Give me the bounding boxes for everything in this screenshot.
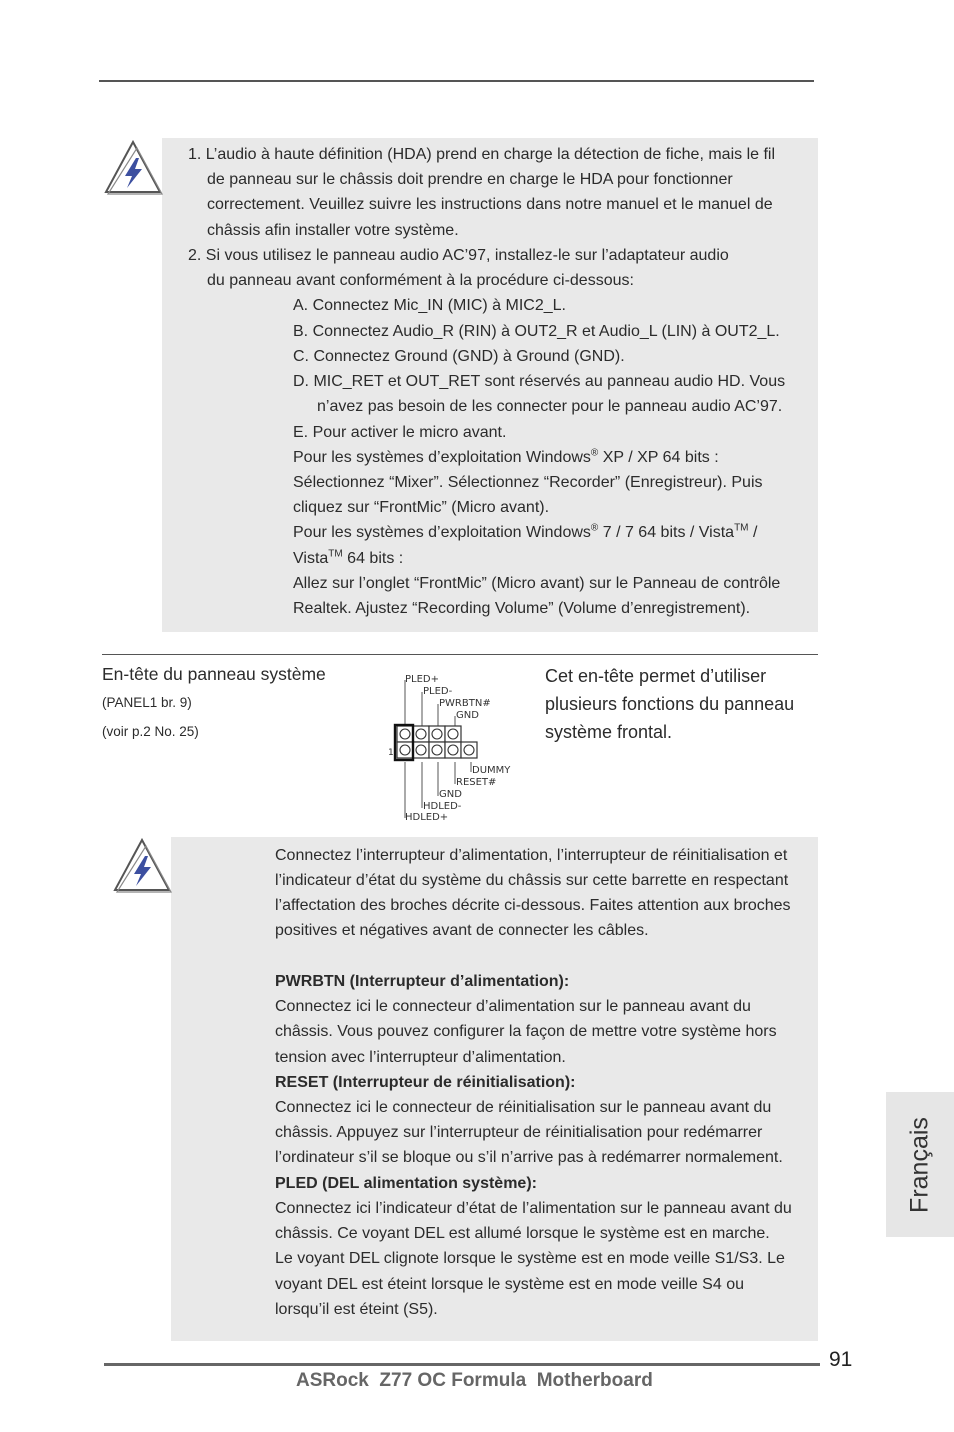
top-rule [99,80,814,82]
panel-pin-diagram [385,668,525,824]
language-tab-label: Français [905,1116,934,1213]
page-number: 91 [829,1348,853,1371]
pin-label-dummy: DUMMY [472,765,511,776]
pin-one-marker: 1 [388,748,394,758]
panel-header-description: Cet en-tête permet d’utiliser [545,666,767,686]
audio-realtek-line: Allez sur l’onglet “FrontMic” (Micro avant) sur le Panneau de contrôle [293,575,781,592]
connect-note-line: l’affectation des broches décrite ci-dessous. Faites attention aux broches [275,897,791,914]
audio-step-e: E. Pour activer le micro avant. [293,424,507,441]
reset-text: l’ordinateur s’il se bloque ou s’il n’arrive pas à redémarrer normalement. [275,1149,783,1166]
reset-text: Connectez ici le connecteur de réinitialisation sur le panneau avant du [275,1099,772,1116]
audio-note-line: châssis afin installer votre système. [207,222,459,239]
audio-xp-line: Sélectionnez “Mixer”. Sélectionnez “Recorder” (Enregistreur). Puis [293,474,763,491]
audio-step-d: D. MIC_RET et OUT_RET sont réservés au panneau audio HD. Vous [293,373,786,390]
panel-header-description: système frontal. [545,722,673,742]
panel-header-pin-count: (PANEL1 br. 9) [102,695,192,710]
pwrbtn-text: tension avec l’interrupteur d’alimentation. [275,1049,566,1066]
audio-note-line: du panneau avant conformément à la procédure ci-dessous: [207,272,634,289]
pin-label-gnd: GND [439,789,462,800]
pled-text: voyant DEL est éteint lorsque le système est en mode veille S4 ou [275,1276,744,1293]
pled-text: Connectez ici l’indicateur d’état de l’alimentation sur le panneau avant du [275,1200,792,1217]
audio-note-line: correctement. Veuillez suivre les instructions dans notre manuel et le manuel de [207,196,773,213]
panel-header-description: plusieurs fonctions du panneau [545,694,795,714]
connect-note-line: Connectez l’interrupteur d’alimentation, l’interrupteur de réinitialisation et [275,847,788,864]
audio-note-line: 1. L’audio à haute définition (HDA) prend en charge la détection de fiche, mais le fil [188,146,776,163]
warning-icon [111,836,173,894]
pwrbtn-text: châssis. Vous pouvez configurer la façon de mettre votre système hors [275,1023,777,1040]
panel-header-title: En-tête du panneau système [102,664,326,684]
audio-xp-line: Pour les systèmes d’exploitation Windows® XP / XP 64 bits : [293,447,719,466]
footer-rule [104,1363,820,1366]
reset-text: châssis. Appuyez sur l’interrupteur de réinitialisation pour redémarrer [275,1124,763,1141]
pin-label-pwrbtn: PWRBTN# [439,698,491,709]
audio-xp-line: cliquez sur “FrontMic” (Micro avant). [293,499,550,516]
connect-note-line: l’indicateur d’état du système du châssis sur cette barrette en respectant [275,872,789,889]
audio-step-c: C. Connectez Ground (GND) à Ground (GND). [293,348,625,365]
pin-label-hdled-plus: HDLED+ [405,812,449,823]
reset-heading: RESET (Interrupteur de réinitialisation): [275,1074,576,1091]
pwrbtn-heading: PWRBTN (Interrupteur d’alimentation): [275,973,570,990]
pin-label-pled-plus: PLED+ [405,674,439,685]
audio-step-d: n’avez pas besoin de les connecter pour le panneau audio AC’97. [317,398,783,415]
audio-step-a: A. Connectez Mic_IN (MIC) à MIC2_L. [293,297,566,314]
pin-label-pled-minus: PLED- [423,686,453,697]
language-tab [886,1092,954,1237]
audio-win7-line: Pour les systèmes d’exploitation Windows® 7 / 7 64 bits / Vista™ / [293,522,758,541]
audio-step-b: B. Connectez Audio_R (RIN) à OUT2_R et Audio_L (LIN) à OUT2_L. [293,323,780,340]
audio-note-line: de panneau sur le châssis doit prendre en charge le HDA pour fonctionner [207,171,733,188]
panel-header-reference: (voir p.2 No. 25) [102,724,199,739]
pin-label-gnd: GND [456,710,479,721]
pled-text: Le voyant DEL clignote lorsque le système est en mode veille S1/S3. Le [275,1250,785,1267]
warning-icon [102,138,164,196]
pled-text: lorsqu’il est éteint (S5). [275,1301,438,1318]
pwrbtn-text: Connectez ici le connecteur d’alimentation sur le panneau avant du [275,998,751,1015]
footer-title: ASRock Z77 OC Formula Motherboard [296,1370,653,1391]
audio-note-line: 2. Si vous utilisez le panneau audio AC’97, installez-le sur l’adaptateur audio [188,247,729,264]
section-rule [102,654,818,655]
pin-label-hdled-minus: HDLED- [423,801,462,812]
pled-text: châssis. Ce voyant DEL est allumé lorsque le système est en marche. [275,1225,770,1242]
connect-note-line: positives et négatives avant de connecter les câbles. [275,922,649,939]
audio-realtek-line: Realtek. Ajustez “Recording Volume” (Volume d’enregistrement). [293,600,751,617]
pled-heading: PLED (DEL alimentation système): [275,1175,537,1192]
audio-win7-line: Vista™ 64 bits : [293,548,404,567]
pin-label-reset: RESET# [456,777,497,788]
